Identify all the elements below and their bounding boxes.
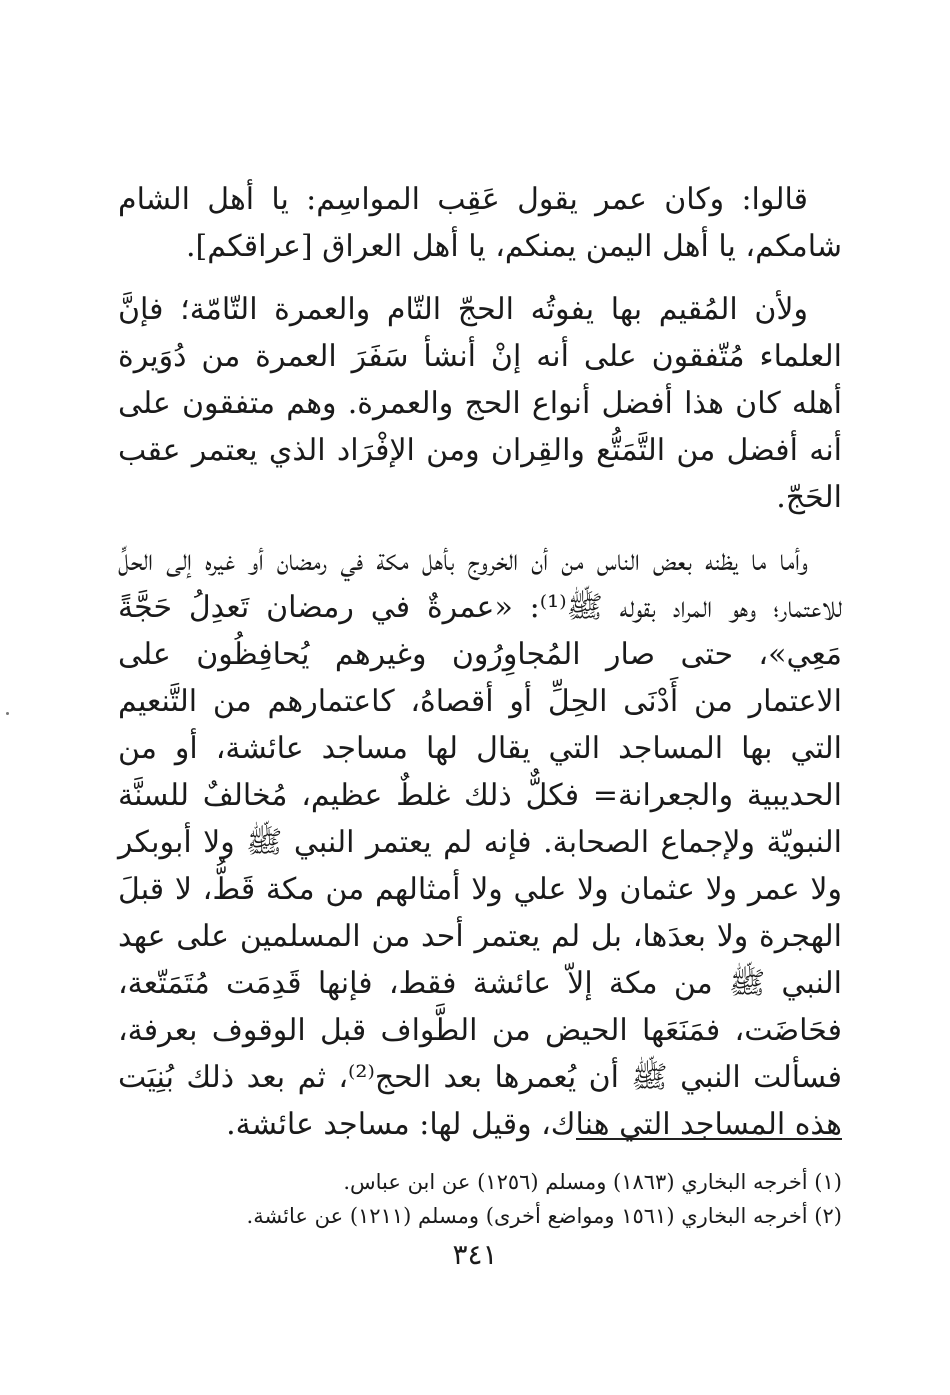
paragraph-2: ولأن المُقيم بها يفوتُه الحجّ التّام والعمرة التّامّة؛ فإنَّ العلماء مُتّفقون على أنه إنْ أنشأ سَفَرَ العمرة من دُوَيرة أهله كان هذا أفضل أنواع الحج والعمرة. وهم متفقون على أنه أفضل من التَّمَتُّع والقِران ومن الإفْرَاد الذي يعتمر عقب الحَجّ. — [118, 292, 842, 515]
footnotes — [118, 1165, 842, 1233]
footnote-divider — [576, 1138, 842, 1140]
paragraph-3: وأما ما يظنه بعض الناس من أن الخروج بأهل مكة في رمضان أو غيره إلى الحلِّ للاعتمار؛ وهو المراد بقوله ﷺ⁽¹⁾: «عمرةٌ في رمضان تَعدِلُ حَجَّةً مَعِي»، حتى صار المُجاوِرُون وغيرهم يُحافِظُون على الاعتمار من أَدْنَى الحِلِّ أو أقصاهُ، كاعتمارهم من التَّنعيم التي بها المساجد التي يقال لها مساجد عائشة، أو من الحديبية والجعرانة= فكلٌّ ذلك غلطٌ عظيم، مُخالفٌ للسنَّة النبويّة ولإجماع الصحابة. فإنه لم يعتمر النبي ﷺ ولا أبوبكر ولا عمر ولا عثمان ولا علي ولا أمثالهم من مكة قَطُّ، لا قبلَ الهجرة ولا بعدَها، بل لم يعتمر أحد من المسلمين على عهد النبي ﷺ من مكة إلاّ عائشة فقط، فإنها قَدِمَت مُتَمَتّعة، فحَاضَت، فمَنَعَها الحيض من الطَّواف قبل الوقوف بعرفة، فسألت النبي ﷺ أن يُعمرها بعد الحج⁽²⁾، ثم بعد ذلك بُنِيَت هذه المساجد التي هناك، وقيل لها: مساجد عائشة. — [118, 543, 842, 1142]
paragraph-1: قالوا: وكان عمر يقول عَقِب المواسِم: يا أهل الشام شامكم، يا أهل اليمن يمنكم، يا أهل العراق [عراقكم]. — [118, 182, 842, 264]
footnote-1: (١) أخرجه البخاري (١٨٦٣) ومسلم (١٢٥٦) عن ابن عباس. — [343, 1170, 842, 1194]
margin-mark — [6, 712, 9, 715]
footnote-2: (٢) أخرجه البخاري (١٥٦١ ومواضع أخرى) ومسلم (١٢١١) عن عائشة. — [246, 1204, 842, 1228]
page-number: ٣٤١ — [452, 1238, 498, 1271]
page-body — [118, 176, 842, 1148]
